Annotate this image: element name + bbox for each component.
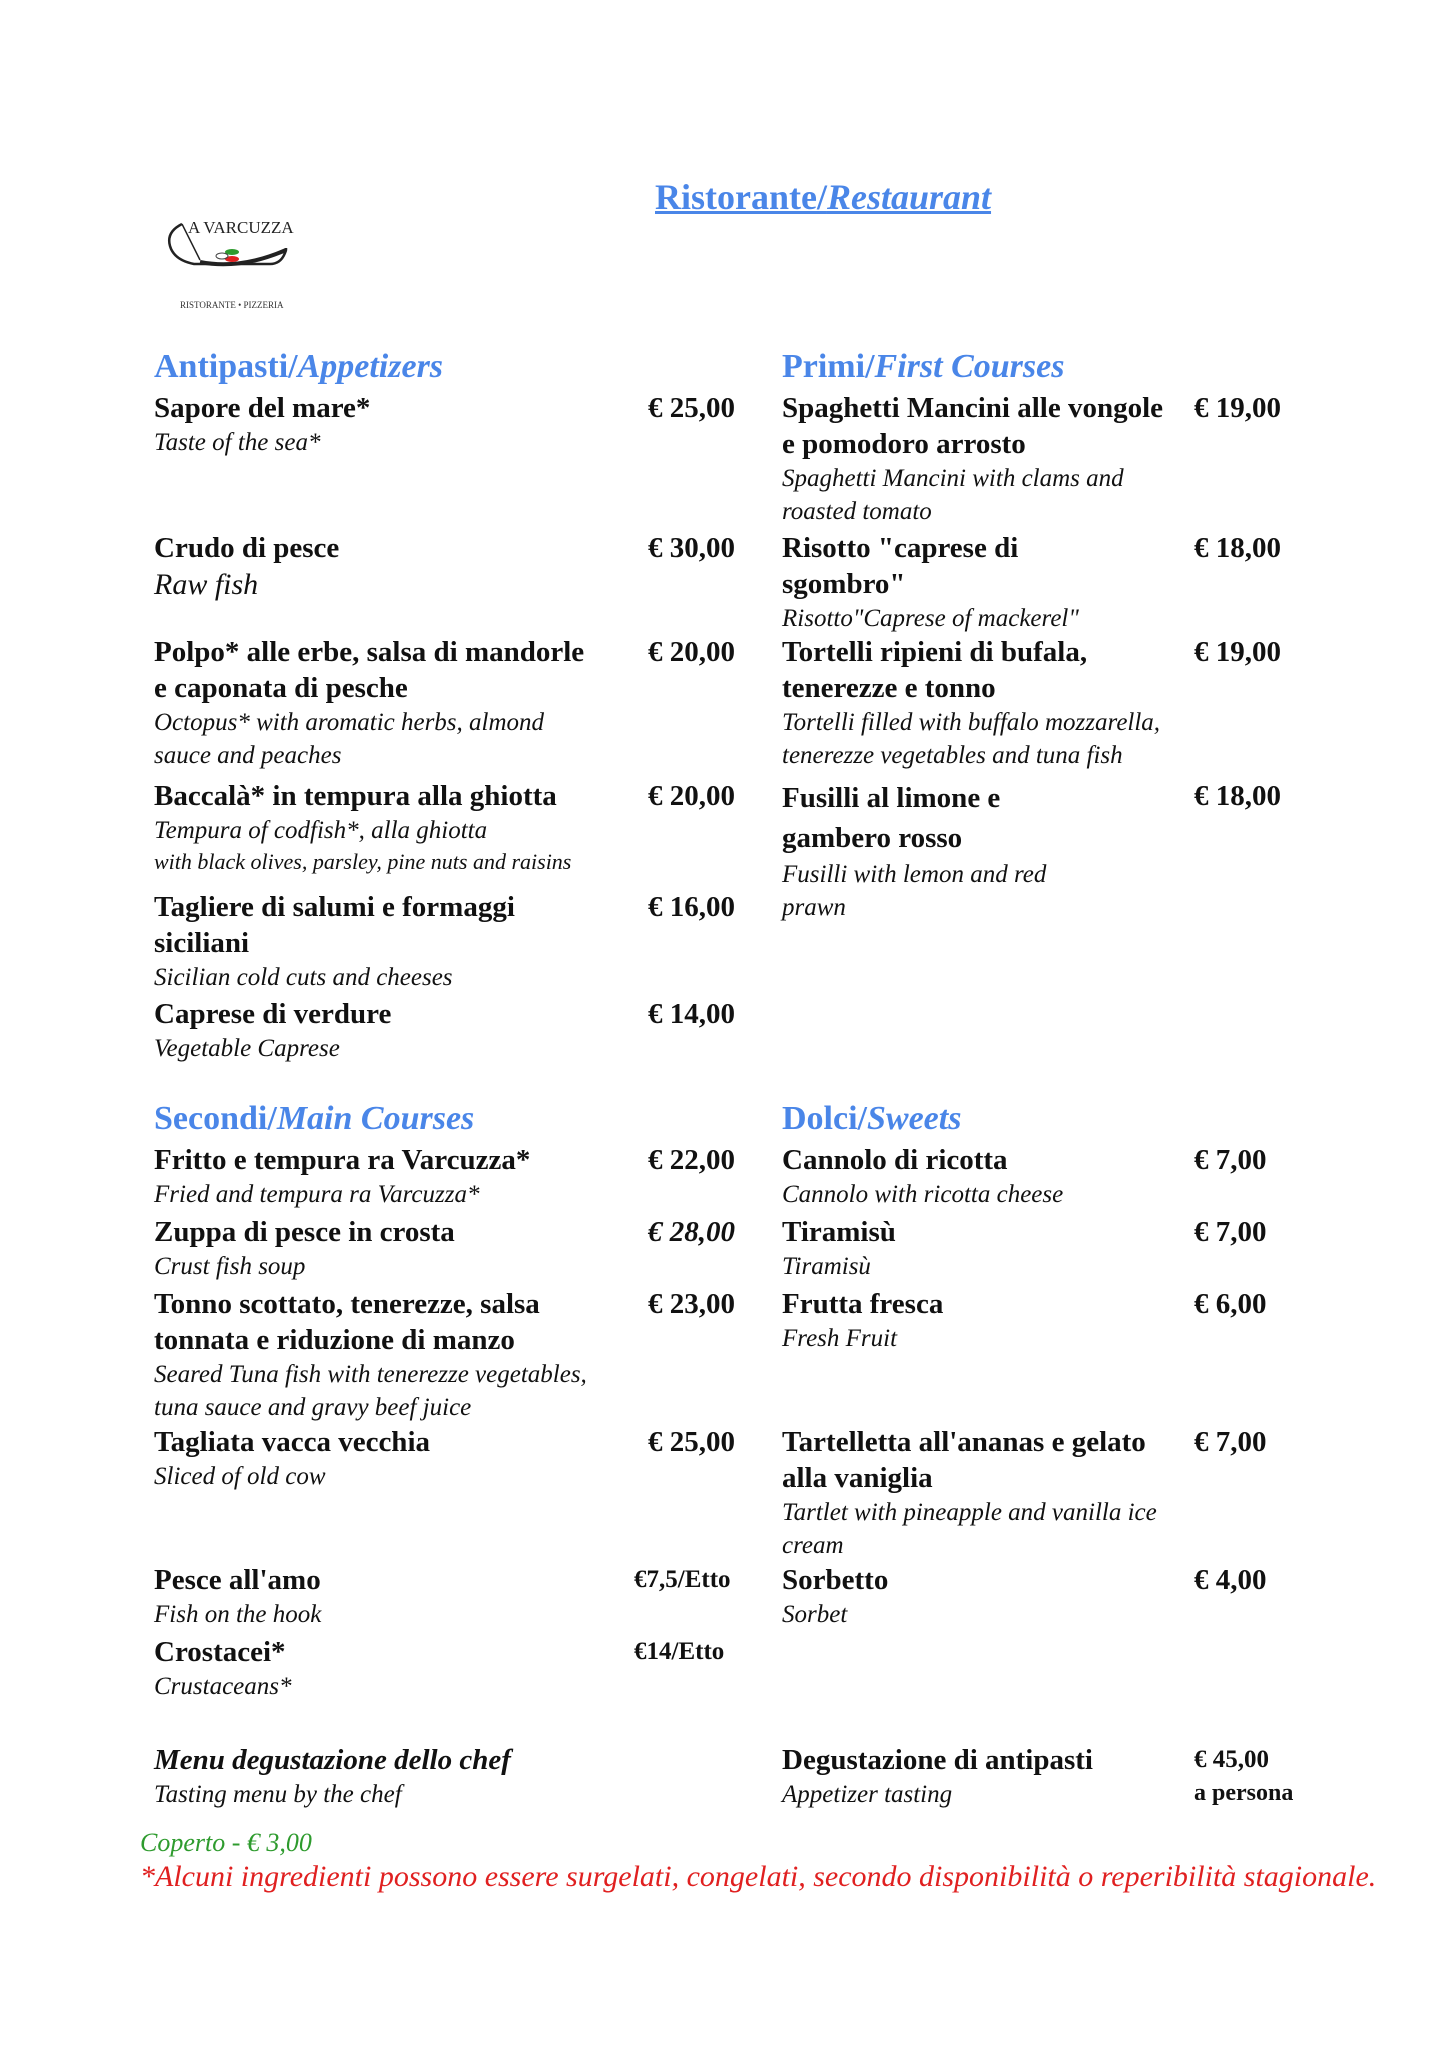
item-name: Baccalà* in tempura alla ghiotta bbox=[154, 780, 557, 812]
item-desc: Tiramisù bbox=[782, 1253, 871, 1280]
item-price: € 22,00 bbox=[648, 1144, 735, 1176]
item-price: € 16,00 bbox=[648, 891, 735, 923]
item-desc: Sliced of old cow bbox=[154, 1463, 326, 1490]
item-price: € 19,00 bbox=[1194, 636, 1281, 668]
item-desc: Tortelli filled with buffalo mozzarella, tenerezze vegetables and tuna fish bbox=[782, 709, 1161, 769]
item-name: Cannolo di ricotta bbox=[782, 1144, 1008, 1176]
item-name: Crostacei* bbox=[154, 1636, 286, 1668]
item-price: € 14,00 bbox=[648, 998, 735, 1030]
item-name: Risotto "caprese di sgombro" bbox=[782, 532, 1019, 600]
tasting-antipasti bbox=[782, 1742, 1182, 1811]
item-name: Tagliere di salumi e formaggi siciliani bbox=[154, 891, 515, 959]
item-price: € 4,00 bbox=[1194, 1564, 1267, 1596]
item-price: € 18,00 bbox=[1194, 532, 1281, 564]
item-price: € 45,00 bbox=[1194, 1746, 1269, 1773]
item-price: € 7,00 bbox=[1194, 1144, 1267, 1176]
menu-item bbox=[782, 1214, 1182, 1283]
item-desc: Tasting menu by the chef bbox=[154, 1781, 402, 1808]
restaurant-logo bbox=[160, 212, 310, 317]
menu-item bbox=[154, 1214, 624, 1283]
item-name: Crudo di pesce bbox=[154, 532, 340, 564]
page-title bbox=[655, 176, 991, 218]
menu-item bbox=[782, 390, 1172, 528]
item-name: Tiramisù bbox=[782, 1216, 896, 1248]
item-desc: Sorbet bbox=[782, 1601, 848, 1628]
item-desc: Crustaceans* bbox=[154, 1673, 292, 1700]
menu-item bbox=[154, 530, 614, 604]
item-desc: Crust fish soup bbox=[154, 1253, 306, 1280]
price-per-person: a persona bbox=[1194, 1780, 1294, 1806]
menu-item bbox=[154, 1142, 624, 1211]
item-desc: Fish on the hook bbox=[154, 1601, 322, 1628]
section-title-dolci: Dolci/Sweets bbox=[782, 1100, 962, 1137]
menu-item bbox=[782, 1562, 1182, 1631]
item-desc: Octopus* with aromatic herbs, almond sauce and peaches bbox=[154, 709, 545, 769]
item-name: Pesce all'amo bbox=[154, 1564, 321, 1596]
menu-item bbox=[154, 1562, 614, 1631]
ingredients-note: *Alcuni ingredienti possono essere surgelati, congelati, secondo disponibilità o reperibilità stagionale. bbox=[140, 1860, 1377, 1893]
item-price: € 6,00 bbox=[1194, 1288, 1267, 1320]
menu-item bbox=[154, 1424, 624, 1493]
item-name: Tonno scottato, tenerezze, salsa tonnata e riduzione di manzo bbox=[154, 1288, 540, 1356]
svg-text:RISTORANTE • PIZZERIA: RISTORANTE • PIZZERIA bbox=[180, 300, 284, 310]
item-price: €7,5/Etto bbox=[634, 1566, 731, 1593]
menu-item bbox=[154, 634, 604, 772]
menu-item bbox=[782, 778, 1082, 924]
item-price: € 20,00 bbox=[648, 636, 735, 668]
item-price: € 20,00 bbox=[648, 780, 735, 812]
item-name: Sorbetto bbox=[782, 1564, 889, 1596]
item-desc: Taste of the sea* bbox=[154, 429, 321, 456]
item-name: Sapore del mare* bbox=[154, 392, 371, 424]
menu-item bbox=[782, 634, 1182, 772]
tasting-menu-chef bbox=[154, 1742, 714, 1811]
item-name: Polpo* alle erbe, salsa di mandorle e caponata di pesche bbox=[154, 636, 585, 704]
item-price: € 19,00 bbox=[1194, 392, 1281, 424]
section-title-primi: Primi/First Courses bbox=[782, 348, 1065, 385]
menu-item bbox=[154, 889, 584, 994]
menu-item bbox=[782, 530, 1092, 635]
item-price: € 23,00 bbox=[648, 1288, 735, 1320]
item-price: € 25,00 bbox=[648, 392, 735, 424]
svg-text:A VARCUZZA: A VARCUZZA bbox=[188, 218, 294, 237]
item-name: Tartelletta all'ananas e gelato alla vaniglia bbox=[782, 1426, 1146, 1494]
item-desc: Fresh Fruit bbox=[782, 1325, 898, 1352]
menu-item bbox=[154, 1286, 604, 1424]
item-desc: Cannolo with ricotta cheese bbox=[782, 1181, 1064, 1208]
item-name: Zuppa di pesce in crosta bbox=[154, 1216, 455, 1248]
cover-charge: Coperto - € 3,00 bbox=[140, 1828, 312, 1857]
item-price: € 25,00 bbox=[648, 1426, 735, 1458]
title-italic: Restaurant bbox=[826, 177, 992, 217]
item-desc-extra: with black olives, parsley, pine nuts and raisins bbox=[154, 849, 572, 874]
item-name: Degustazione di antipasti bbox=[782, 1744, 1093, 1776]
item-desc: Appetizer tasting bbox=[782, 1781, 953, 1808]
item-desc: Vegetable Caprese bbox=[154, 1035, 340, 1062]
menu-item bbox=[154, 1634, 614, 1703]
item-desc: Seared Tuna fish with tenerezze vegetables, tuna sauce and gravy beef juice bbox=[154, 1361, 587, 1421]
item-desc: Tempura of codfish*, alla ghiotta bbox=[154, 817, 488, 844]
item-desc: Raw fish bbox=[154, 568, 259, 601]
section-title-secondi: Secondi/Main Courses bbox=[154, 1100, 475, 1137]
menu-item bbox=[154, 996, 614, 1065]
item-name: Tortelli ripieni di bufala, tenerezze e tonno bbox=[782, 636, 1088, 704]
item-desc: Tartlet with pineapple and vanilla ice cream bbox=[782, 1499, 1157, 1559]
menu-item bbox=[782, 1142, 1182, 1211]
section-title-antipasti: Antipasti/Appetizers bbox=[154, 348, 444, 385]
item-price: € 7,00 bbox=[1194, 1216, 1267, 1248]
item-price: € 7,00 bbox=[1194, 1426, 1267, 1458]
item-desc: Sicilian cold cuts and cheeses bbox=[154, 964, 453, 991]
item-name: Fusilli al limone e gambero rosso bbox=[782, 782, 1001, 854]
item-name: Spaghetti Mancini alle vongole e pomodoro arrosto bbox=[782, 392, 1164, 460]
menu-item bbox=[154, 390, 614, 459]
item-desc: Fusilli with lemon and red prawn bbox=[782, 861, 1047, 921]
item-name: Caprese di verdure bbox=[154, 998, 392, 1030]
menu-item bbox=[782, 1424, 1162, 1562]
menu-item bbox=[782, 1286, 1182, 1355]
item-desc: Fried and tempura ra Varcuzza* bbox=[154, 1181, 480, 1208]
item-price: € 30,00 bbox=[648, 532, 735, 564]
item-desc: Risotto"Caprese of mackerel" bbox=[782, 605, 1079, 632]
item-name: Tagliata vacca vecchia bbox=[154, 1426, 430, 1458]
item-name: Frutta fresca bbox=[782, 1288, 944, 1320]
item-price: € 18,00 bbox=[1194, 780, 1281, 812]
item-name: Fritto e tempura ra Varcuzza* bbox=[154, 1144, 531, 1176]
menu-item bbox=[154, 778, 634, 877]
item-name: Menu degustazione dello chef bbox=[154, 1744, 511, 1776]
item-desc: Spaghetti Mancini with clams and roasted tomato bbox=[782, 465, 1124, 525]
item-price: €14/Etto bbox=[634, 1638, 725, 1665]
item-price: € 28,00 bbox=[648, 1216, 735, 1248]
title-main: Ristorante/ bbox=[655, 177, 827, 217]
